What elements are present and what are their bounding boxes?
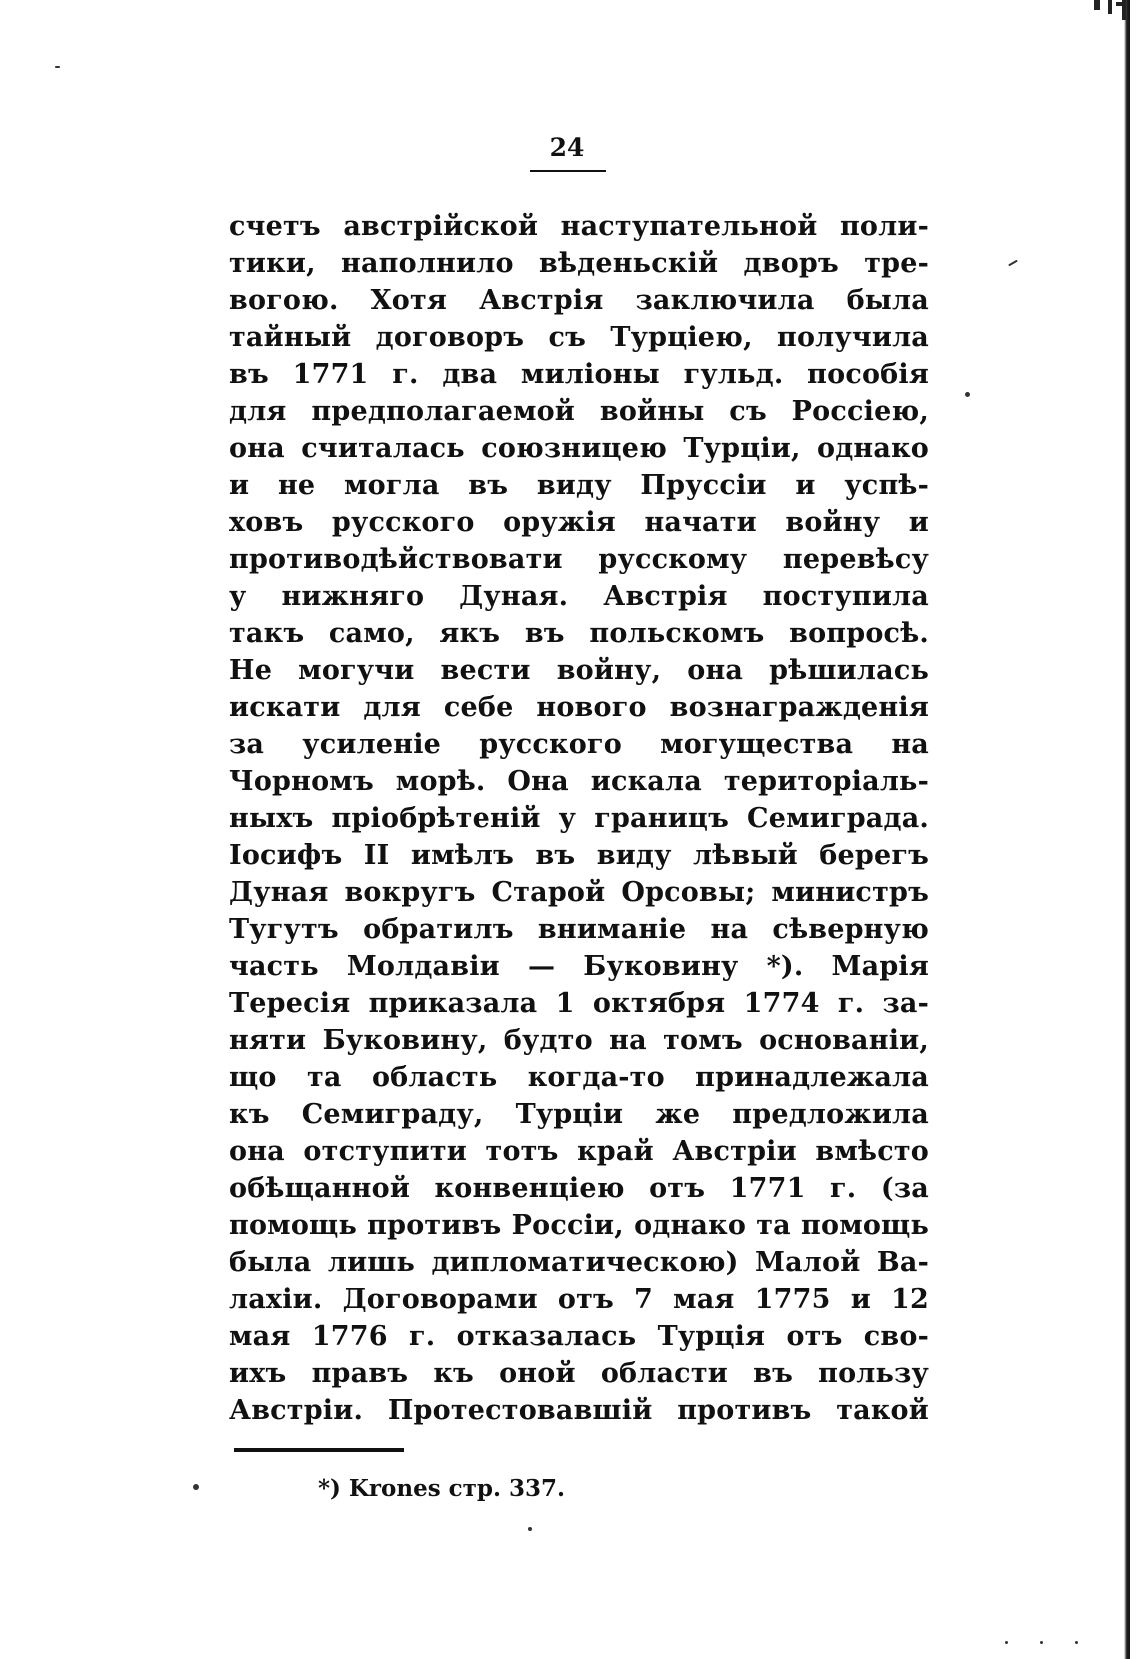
text-line: обѣщанной конвенціею отъ 1771 г. (за	[229, 1173, 929, 1204]
text-line: тики, наполнило вѣденьскій дворъ тре-	[229, 248, 929, 279]
page-number: 24	[549, 133, 585, 162]
scan-speck	[528, 1527, 532, 1531]
scan-artifact-mark	[1064, 0, 1134, 22]
scan-speck	[1008, 260, 1018, 267]
text-line: къ Семиграду, Турціи же предложила	[229, 1099, 929, 1130]
text-line: у нижняго Дуная. Австрія поступила	[229, 581, 929, 612]
text-line: тайный договоръ съ Турціею, получила	[229, 322, 929, 353]
text-line: Австріи. Протестовавшій противъ такой	[229, 1395, 929, 1426]
text-line: ховъ русского оружія начати войну и	[229, 507, 929, 538]
text-line: Тересія приказала 1 октября 1774 г. за-	[229, 988, 929, 1019]
text-line: противодѣйствовати русскому перевѣсу	[229, 544, 929, 575]
text-line: часть Молдавіи — Буковину *). Марія	[229, 951, 929, 982]
text-line: была лишь дипломатическою) Малой Ва-	[229, 1247, 929, 1278]
page-edge-shadow	[1124, 0, 1130, 1659]
text-line: за усиленіе русского могущества на	[229, 729, 929, 760]
text-line: и не могла въ виду Пруссіи и успѣ-	[229, 470, 929, 501]
text-line: такъ само, якъ въ польскомъ вопросѣ.	[229, 618, 929, 649]
text-line: Тугутъ обратилъ вниманіе на сѣверную	[229, 914, 929, 945]
text-line: въ 1771 г. два миліоны гульд. пособія	[229, 359, 929, 390]
scan-speck	[55, 66, 60, 68]
body-text	[229, 208, 929, 1429]
scan-speck	[1005, 1641, 1008, 1644]
scan-speck	[1075, 1641, 1078, 1644]
text-line: ихъ правъ къ оной области въ пользу	[229, 1358, 929, 1389]
text-line: ныхъ пріобрѣтеній у границъ Семиграда.	[229, 803, 929, 834]
text-line: она считалась союзницею Турціи, однако	[229, 433, 929, 464]
text-line: Чорномъ морѣ. Она искала територіаль-	[229, 766, 929, 797]
text-line: що та область когда-то принадлежала	[229, 1062, 929, 1093]
text-line: няти Буковину, будто на томъ основаніи,	[229, 1025, 929, 1056]
page-number-underline	[530, 170, 606, 172]
text-line: вогою. Хотя Австрія заключила была	[229, 285, 929, 316]
scan-speck	[965, 392, 970, 397]
footnote: *) Krones стр. 337.	[318, 1475, 566, 1502]
text-line: помощь противъ Россіи, однако та помощь	[229, 1210, 929, 1241]
text-line: она отступити тотъ край Австріи вмѣсто	[229, 1136, 929, 1167]
text-line: мая 1776 г. отказалась Турція отъ сво-	[229, 1321, 929, 1352]
text-line: Дуная вокругъ Старой Орсовы; министръ	[229, 877, 929, 908]
text-line: для предполагаемой войны съ Россіею,	[229, 396, 929, 427]
text-line: счетъ австрійской наступательной поли-	[229, 211, 929, 242]
text-line: лахіи. Договорами отъ 7 мая 1775 и 12	[229, 1284, 929, 1315]
text-line: Не могучи вести войну, она рѣшилась	[229, 655, 929, 686]
scan-speck	[193, 1484, 199, 1490]
footnote-separator	[234, 1448, 404, 1452]
scan-speck	[1040, 1641, 1043, 1644]
text-line: искати для себе нового вознагражденія	[229, 692, 929, 723]
text-line: Іосифъ II имѣлъ въ виду лѣвый берегъ	[229, 840, 929, 871]
